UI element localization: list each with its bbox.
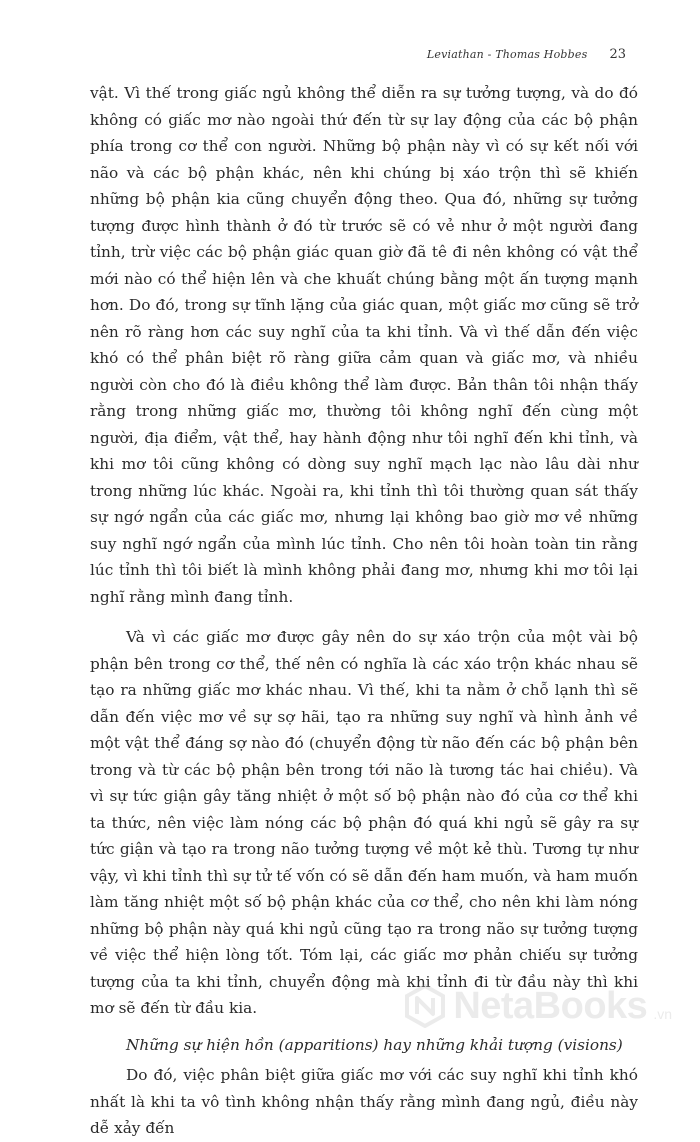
- watermark-brand: NetaBooks: [453, 984, 648, 1027]
- page-number: 23: [609, 47, 626, 62]
- body-paragraph-1: vật. Vì thế trong giấc ngủ không thể diễn ra sự tưởng tượng, và do đó không có giấc mơ nào ngoài thứ đến từ sự lay động của các bộ phận phía trong cơ thể con người. Những bộ phận này vì có sự kết nối với não và các bộ phận khác, nên khi chúng bị xáo trộn thì sẽ khiến những bộ phận kia cũng chuyển động theo. Qua đó, những sự tưởng tượng được hình thành ở đó từ trước sẽ có vẻ như ở một người đang tỉnh, trừ việc các bộ phận giác quan giờ đã tê đi nên không có vật thể mới nào có thể hiện lên và che khuất chúng bằng một ấn tượng mạnh hơn. Do đó, trong sự tĩnh lặng của giác quan, một giấc mơ cũng sẽ trở nên rõ ràng hơn các suy nghĩ của ta khi tỉnh. Và vì thế dẫn đến việc khó có thể phân biệt rõ ràng giữa cảm quan và giấc mơ, và nhiều người còn cho đó là điều không thể làm được. Bản thân tôi nhận thấy rằng trong những giấc mơ, thường tôi không nghĩ đến cùng một người, địa điểm, vật thể, hay hành động như tôi nghĩ đến khi tỉnh, và khi mơ tôi cũng không có dòng suy nghĩ mạch lạc nào lâu dài như trong những lúc khác. Ngoài ra, khi tỉnh thì tôi thường quan sát thấy sự ngớ ngẩn của các giấc mơ, nhưng lại không bao giờ mơ về những suy nghĩ ngớ ngẩn của mình lúc tỉnh. Cho nên tôi hoàn toàn tin rằng lúc tỉnh thì tôi biết là mình không phải đang mơ, nhưng khi mơ tôi lại nghĩ rằng mình đang tỉnh.: [90, 84, 638, 606]
- section-subheading: Những sự hiện hồn (apparitions) hay những khải tượng (visions): [126, 1035, 623, 1054]
- netabooks-logo-icon: [403, 984, 447, 1028]
- body-paragraph-2: Và vì các giấc mơ được gây nên do sự xáo trộn của một vài bộ phận bên trong cơ thể, thế nên có nghĩa là các xáo trộn khác nhau sẽ tạo ra những giấc mơ khác nhau. Vì thế, khi ta nằm ở chỗ lạnh thì sẽ dẫn đến việc mơ về sự sợ hãi, tạo ra những suy nghĩ và hình ảnh về một vật thể đáng sợ nào đó (chuyển động từ não đến các bộ phận bên trong và từ các bộ phận bên trong tới não là tương tác hai chiều). Và vì sự tức giận gây tăng nhiệt ở một số bộ phận nào đó của cơ thể khi ta thức, nên việc làm nóng các bộ phận đó quá khi ngủ sẽ gây ra sự tức giận và tạo ra trong não tưởng tượng về một kẻ thù. Tương tự như vậy, vì khi tỉnh thì sự tử tế vốn có sẽ dẫn đến ham muốn, và ham muốn làm tăng nhiệt một số bộ phận khác của cơ thể, cho nên khi làm nóng những bộ phận này quá khi ngủ cũng tạo ra trong não sự tưởng tượng về việc thể hiện lòng tốt. Tóm lại, các giấc mơ phản chiếu sự tưởng tượng của ta khi tỉnh, chuyển động mà khi tỉnh đi từ đầu này thì khi mơ sẽ đến từ đầu kia.: [90, 628, 638, 1017]
- running-title: Leviathan - Thomas Hobbes: [426, 48, 588, 61]
- watermark-suffix: .vn: [653, 1006, 672, 1022]
- page-body: [90, 80, 638, 1142]
- page-header: [90, 47, 626, 62]
- netabooks-watermark: [403, 984, 672, 1028]
- body-paragraph-3: Do đó, việc phân biệt giữa giấc mơ với các suy nghĩ khi tỉnh khó nhất là khi ta vô tình không nhận thấy rằng mình đang ngủ, điều này dễ xảy đến: [90, 1066, 638, 1137]
